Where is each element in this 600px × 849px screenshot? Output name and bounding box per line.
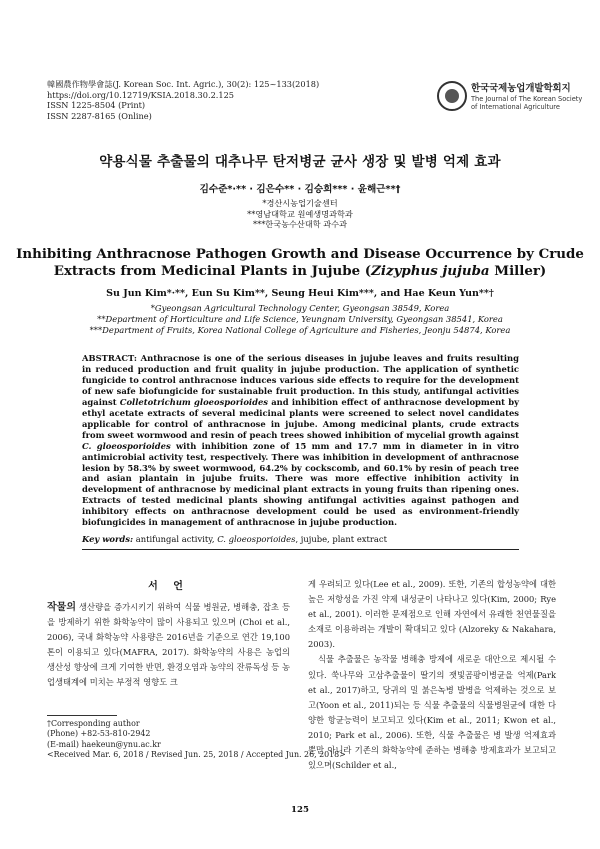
keywords-divider bbox=[82, 549, 519, 550]
keywords-italic: C. gloeosporioides bbox=[217, 534, 296, 544]
authors-english: Su Jun Kim*·**, Eun Su Kim**, Seung Heui Kim***, and Hae Keun Yun**† bbox=[106, 288, 494, 299]
affiliation-kr-1: *경산시농업기술센터 bbox=[262, 198, 338, 208]
society-emblem-icon bbox=[437, 81, 467, 111]
abstract-label: ABSTRACT: bbox=[82, 353, 138, 363]
title-english-line2-end: Miller) bbox=[489, 262, 547, 279]
left-column-text: 생산량을 증가시키기 위하여 식물 병원균, 병해충, 잡초 등을 방제하기 위한 화학농약이 많이 사용되고 있으며 (Choi et al., 2006), 국내 화학농약 사용량은 2016년을 기준으로 연간 19,100톤이 이용되고 있다(MAFRA, 2017). 화학농약의 사용은 농업의 생산성 향상에 크게 기여한 반면, 환경오염과 농약의 잔류독성 등 농업생태계에 미치는 부정적 영향도 크 bbox=[47, 602, 290, 688]
affiliation-kr-3: ***한국농수산대학 과수과 bbox=[253, 219, 347, 230]
issn-print: ISSN 1225-8504 (Print) bbox=[47, 100, 146, 110]
title-english-line1: Inhibiting Anthracnose Pathogen Growth and Disease Occurrence by Crude bbox=[16, 246, 584, 262]
title-korean: 약용식물 추출물의 대추나무 탄저병균 균사 생장 및 발병 억제 효과 bbox=[99, 154, 501, 170]
journal-citation: 韓國農作物學會誌(J. Korean Soc. Int. Agric.), 30(2): 125~133(2018) bbox=[47, 79, 320, 89]
keywords-label: Key words: bbox=[82, 534, 134, 544]
author-email[interactable]: (E-mail) haekeun@ynu.ac.kr bbox=[47, 739, 161, 749]
footnote bbox=[47, 719, 346, 761]
authors-korean: 김수준*·** · 김은수** · 김승희*** · 윤해근**† bbox=[199, 184, 401, 195]
title-species-name: Zizyphus jujuba bbox=[371, 262, 490, 279]
abstract-species-1: Colletotrichum gloeosporioides bbox=[119, 396, 268, 407]
affiliations-english bbox=[0, 303, 600, 336]
submission-dates: <Received Mar. 6, 2018 / Revised Jun. 25, 2018 / Accepted Jun. 26, 2018> bbox=[47, 750, 346, 760]
section-heading-introduction: 서 언 bbox=[148, 581, 189, 592]
society-name-en bbox=[471, 95, 582, 111]
society-name-en-line2: of International Agriculture bbox=[471, 103, 560, 111]
keywords-text-a: antifungal activity, bbox=[133, 534, 218, 544]
abstract-species-2: C. gloeosporioides bbox=[82, 440, 171, 451]
issn-online: ISSN 2287-8165 (Online) bbox=[47, 110, 152, 121]
abstract-text-3: with inhibition zone of 15 mm and 17.7 mm in diameter in in vitro antimicrobial activity test, respectively. There was inhibition in development of anthracnose lesion by 58.3% by sweet wormwood, 64.2% by cockscomb, and 60.1% by resin of peach tree and asian plantain in jujube fruits. There was more effective inhibition activity in development of anthracnose by medicinal plant extracts in young fruits than ripening ones. Extracts of tested medicinal plants showing antifungal activities against pathogen and inhibitory effects on anthracnose development could be used as environment-friendly biofungicides in management of anthracnose in jujube production. bbox=[82, 440, 519, 528]
paragraph-lead-word: 작물의 bbox=[47, 602, 76, 613]
title-english-line2-start: Extracts from Medicinal Plants in Jujube ( bbox=[53, 262, 372, 279]
society-name-kr: 한국국제농업개발학회지 bbox=[471, 83, 571, 94]
title-english-line2 bbox=[0, 263, 600, 280]
affiliation-en-1: *Gyeongsan Agricultural Technology Center, Gyeongsan 38549, Korea bbox=[150, 303, 450, 313]
doi-link[interactable]: https://doi.org/10.12719/KSIA.2018.30.2.125 bbox=[47, 89, 235, 100]
society-name-en-line1: The Journal of The Korean Society bbox=[471, 95, 583, 103]
journal-info bbox=[47, 79, 319, 121]
keywords-text-b: , jujube, plant extract bbox=[295, 534, 387, 544]
affiliations-korean bbox=[0, 198, 600, 230]
society-logo bbox=[437, 79, 583, 119]
affiliation-en-2: **Department of Horticulture and Life Science, Yeungnam University, Gyeongsan 38541, Korea bbox=[97, 313, 503, 324]
affiliation-kr-2: **영남대학교 원예생명과학과 bbox=[247, 208, 353, 219]
abstract-text-2: and inhibition effect of anthracnose development by ethyl acetate extracts of several medicinal plants were screened to select novel candidates applicable for control of anthracnose in jujube. Among medicinal plants, crude extracts from sweet wormwood and resin of peach trees showed inhibition of mycelial growth against bbox=[82, 396, 519, 440]
author-phone: (Phone) +82-53-810-2942 bbox=[47, 729, 151, 739]
keywords bbox=[82, 534, 519, 544]
abstract-text-1: Anthracnose is one of the serious diseases in jujube leaves and fruits resulting in reduced production and fruit quality in jujube production. The application of synthetic fungicide to control anthracnose induces various side effects to require for the development of new safe biofungicide for sustainable fruit production. In this study, antifungal activities against bbox=[82, 353, 519, 407]
body-left-column bbox=[47, 600, 290, 691]
corresponding-author: †Corresponding author bbox=[47, 719, 140, 728]
affiliation-en-3: ***Department of Fruits, Korea National College of Agriculture and Fisheries, Jeonju 54874, Korea bbox=[89, 324, 511, 335]
footnote-divider bbox=[47, 715, 117, 716]
page-number: 125 bbox=[291, 805, 309, 815]
title-english bbox=[0, 246, 600, 280]
abstract bbox=[82, 353, 519, 528]
right-column-paragraph-1: 게 우려되고 있다(Lee et al., 2009). 또한, 기존의 합성농약에 대한 높은 저항성을 가진 약제 내성균이 나타나고 있다(Kim, 2000; Rye et al., 2001). 이러한 문제점으로 인해 자연에서 유래한 천연물질을 소재로 이용하려는 개발이 확대되고 있다 (Alzoreky & Nakahara, 2003). bbox=[308, 579, 556, 650]
right-column-paragraph-2: 식물 추출물은 농작물 병해충 방제에 새로운 대안으로 제시될 수 있다. 쑥나무와 고삼추출물이 딸기의 잿빛곰팡이병균을 억제(Park et al., 2017)하고, 당귀의 밀 붉은녹병 발병을 억제하는 것으로 보고(Yoon et al., 2011)되는 등 식물 추출물의 식물병원균에 대한 다양한 항균능력이 보고되고 있다(Kim et al., 2011; Kwon et al., 2010; Park et al., 2006). 또한, 식물 추출물은 병 발생 억제효과 뿐만 아니라 기존의 화학농약에 준하는 병해충 방제효과가 보고되고 있으며(Schilder et al., bbox=[308, 654, 556, 771]
